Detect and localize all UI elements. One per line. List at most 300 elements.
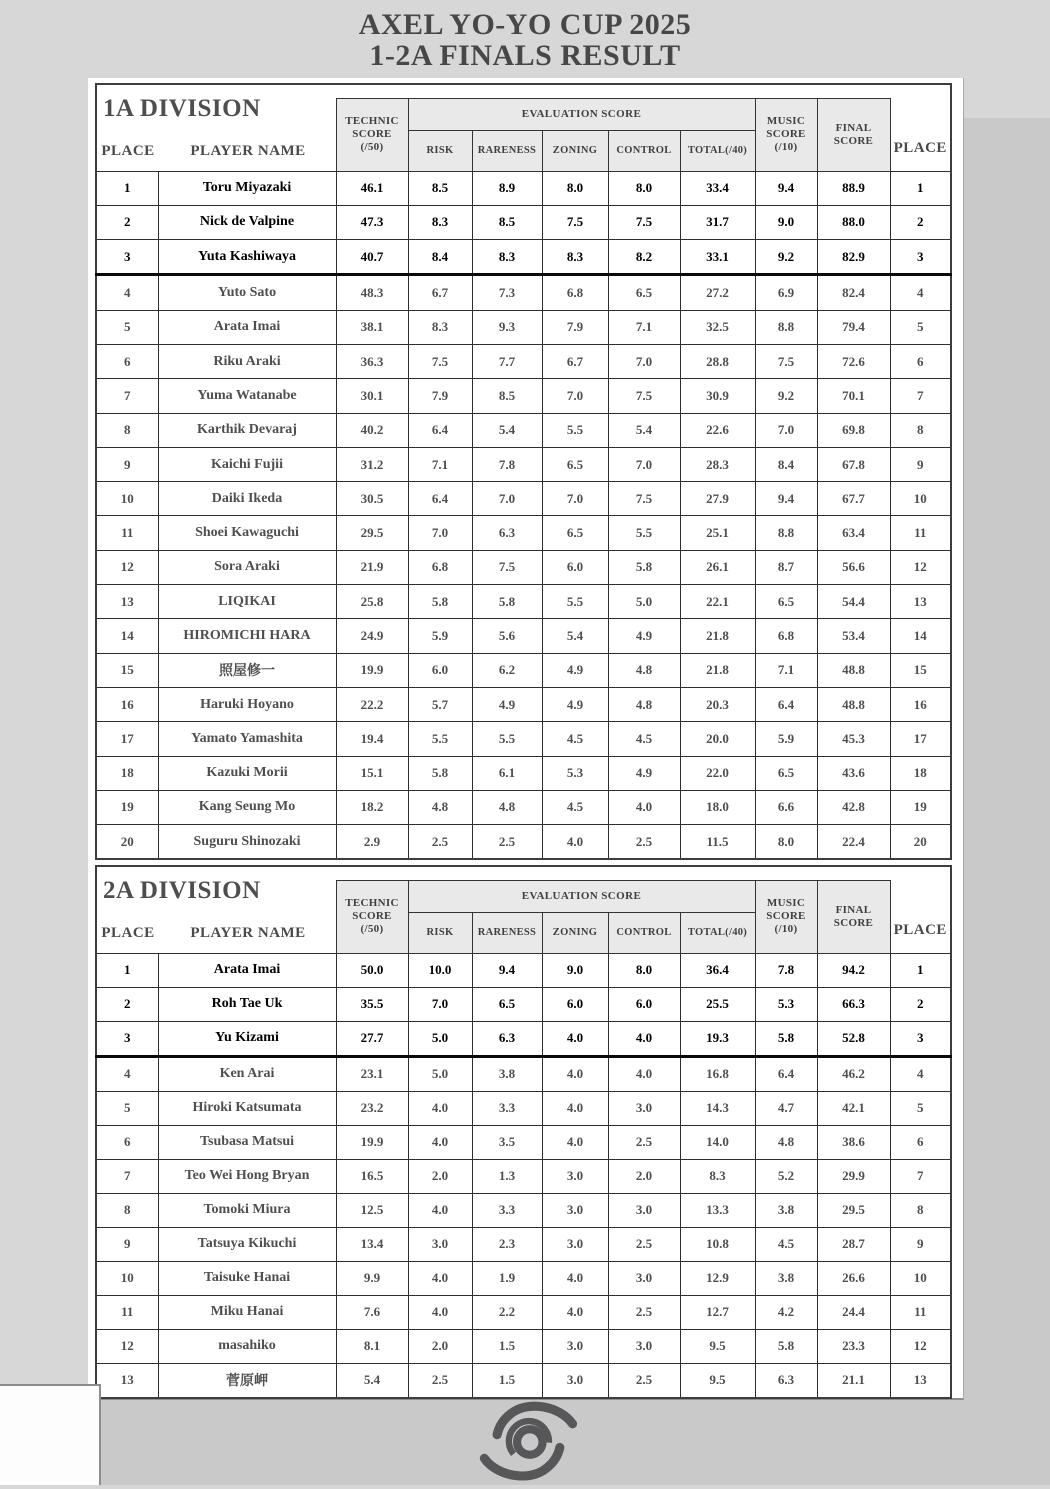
music-score-cell: 8.4 — [755, 447, 817, 481]
header-spacer — [336, 84, 951, 98]
table-row — [96, 550, 951, 584]
control-cell: 7.5 — [608, 205, 680, 239]
division-title: 1A DIVISION — [103, 95, 261, 122]
place-cell-right: 2 — [890, 205, 951, 239]
control-header: CONTROL — [608, 130, 680, 171]
place-cell: 15 — [96, 653, 158, 687]
total-header: TOTAL(/40) — [680, 130, 755, 171]
risk-cell: 10.0 — [408, 953, 472, 987]
division-rows — [96, 953, 951, 1398]
risk-header: RISK — [408, 912, 472, 953]
final-score-cell: 54.4 — [817, 585, 890, 619]
final-score-cell: 29.9 — [817, 1159, 890, 1193]
final-score-cell: 48.8 — [817, 653, 890, 687]
control-cell: 4.8 — [608, 687, 680, 721]
technic-score-cell: 2.9 — [336, 825, 408, 860]
player-name-cell: Shoei Kawaguchi — [158, 516, 336, 550]
rareness-cell: 8.5 — [472, 205, 542, 239]
place-cell: 7 — [96, 379, 158, 413]
control-cell: 4.9 — [608, 756, 680, 790]
technic-score-cell: 30.5 — [336, 482, 408, 516]
zoning-cell: 6.8 — [542, 275, 608, 310]
player-name-cell: Kazuki Morii — [158, 756, 336, 790]
place-cell-right: 17 — [890, 722, 951, 756]
table-row — [96, 413, 951, 447]
player-name-cell: Roh Tae Uk — [158, 987, 336, 1021]
player-name-cell: Miku Hanai — [158, 1295, 336, 1329]
table-row — [96, 1227, 951, 1261]
table-row — [96, 953, 951, 987]
table-row — [96, 1295, 951, 1329]
technic-score-cell: 21.9 — [336, 550, 408, 584]
technic-score-cell: 48.3 — [336, 275, 408, 310]
zoning-cell: 6.0 — [542, 987, 608, 1021]
table-row — [96, 756, 951, 790]
place-cell: 8 — [96, 413, 158, 447]
total-cell: 30.9 — [680, 379, 755, 413]
table-row — [96, 1159, 951, 1193]
total-cell: 8.3 — [680, 1159, 755, 1193]
control-cell: 2.0 — [608, 1159, 680, 1193]
table-row — [96, 687, 951, 721]
evaluation-score-header: EVALUATION SCORE — [408, 880, 755, 912]
total-cell: 16.8 — [680, 1056, 755, 1091]
music-score-cell: 7.0 — [755, 413, 817, 447]
control-cell: 4.8 — [608, 653, 680, 687]
zoning-cell: 3.0 — [542, 1329, 608, 1363]
player-name-cell: Daiki Ikeda — [158, 482, 336, 516]
risk-cell: 5.5 — [408, 722, 472, 756]
player-name-cell: Tsubasa Matsui — [158, 1125, 336, 1159]
rareness-cell: 7.5 — [472, 550, 542, 584]
control-cell: 2.5 — [608, 825, 680, 860]
place-cell-right: 9 — [890, 447, 951, 481]
player-name-cell: Karthik Devaraj — [158, 413, 336, 447]
control-cell: 6.5 — [608, 275, 680, 310]
place-cell: 20 — [96, 825, 158, 860]
music-score-cell: 7.1 — [755, 653, 817, 687]
table-row — [96, 516, 951, 550]
zoning-cell: 4.0 — [542, 1021, 608, 1056]
zoning-cell: 6.7 — [542, 344, 608, 378]
place-column-header: PLACE — [101, 142, 155, 159]
total-cell: 33.1 — [680, 240, 755, 275]
control-cell: 4.5 — [608, 722, 680, 756]
total-cell: 10.8 — [680, 1227, 755, 1261]
music-score-cell: 6.6 — [755, 790, 817, 824]
place-cell: 9 — [96, 447, 158, 481]
technic-score-cell: 8.1 — [336, 1329, 408, 1363]
total-cell: 9.5 — [680, 1329, 755, 1363]
rareness-cell: 6.3 — [472, 1021, 542, 1056]
technic-score-cell: 47.3 — [336, 205, 408, 239]
risk-cell: 2.0 — [408, 1159, 472, 1193]
final-score-cell: 63.4 — [817, 516, 890, 550]
place-cell: 4 — [96, 275, 158, 310]
table-row — [96, 275, 951, 310]
rareness-cell: 3.5 — [472, 1125, 542, 1159]
total-cell: 25.1 — [680, 516, 755, 550]
player-name-column-header: PLAYER NAME — [190, 924, 306, 941]
sheet — [88, 78, 964, 1400]
rareness-cell: 6.5 — [472, 987, 542, 1021]
music-score-cell: 6.9 — [755, 275, 817, 310]
rareness-cell: 6.1 — [472, 756, 542, 790]
control-cell: 6.0 — [608, 987, 680, 1021]
table-row — [96, 653, 951, 687]
control-cell: 4.0 — [608, 1056, 680, 1091]
total-cell: 13.3 — [680, 1193, 755, 1227]
place-cell-right: 2 — [890, 987, 951, 1021]
table-row — [96, 722, 951, 756]
risk-cell: 8.4 — [408, 240, 472, 275]
place-cell-right: 5 — [890, 310, 951, 344]
player-name-cell: 照屋修一 — [158, 653, 336, 687]
risk-cell: 7.0 — [408, 987, 472, 1021]
place-cell-right: 6 — [890, 1125, 951, 1159]
final-score-cell: 82.9 — [817, 240, 890, 275]
place-cell-right: 11 — [890, 516, 951, 550]
risk-cell: 4.8 — [408, 790, 472, 824]
place-cell: 2 — [96, 987, 158, 1021]
rareness-cell: 3.3 — [472, 1091, 542, 1125]
zoning-header: ZONING — [542, 130, 608, 171]
music-score-cell: 8.0 — [755, 825, 817, 860]
player-name-cell: Sora Araki — [158, 550, 336, 584]
place-cell-right: 1 — [890, 171, 951, 205]
zoning-cell: 3.0 — [542, 1227, 608, 1261]
music-score-cell: 3.8 — [755, 1193, 817, 1227]
rareness-header: RARENESS — [472, 130, 542, 171]
final-score-cell: 21.1 — [817, 1363, 890, 1398]
total-cell: 27.2 — [680, 275, 755, 310]
technic-score-cell: 31.2 — [336, 447, 408, 481]
place-cell-right: 11 — [890, 1295, 951, 1329]
control-cell: 2.5 — [608, 1125, 680, 1159]
place-cell: 10 — [96, 482, 158, 516]
player-name-cell: Yuma Watanabe — [158, 379, 336, 413]
technic-score-cell: 7.6 — [336, 1295, 408, 1329]
music-score-header: MUSIC SCORE (/10) — [755, 880, 817, 953]
total-cell: 19.3 — [680, 1021, 755, 1056]
total-cell: 28.8 — [680, 344, 755, 378]
rareness-cell: 7.7 — [472, 344, 542, 378]
player-name-cell: Riku Araki — [158, 344, 336, 378]
risk-cell: 4.0 — [408, 1125, 472, 1159]
total-cell: 11.5 — [680, 825, 755, 860]
control-cell: 7.1 — [608, 310, 680, 344]
total-header: TOTAL(/40) — [680, 912, 755, 953]
total-cell: 18.0 — [680, 790, 755, 824]
player-name-cell: Ken Arai — [158, 1056, 336, 1091]
player-name-cell: Tomoki Miura — [158, 1193, 336, 1227]
rareness-cell: 2.5 — [472, 825, 542, 860]
yoyo-logo-icon — [478, 1400, 578, 1484]
player-name-cell: Tatsuya Kikuchi — [158, 1227, 336, 1261]
music-score-cell: 7.8 — [755, 953, 817, 987]
division-rows — [96, 171, 951, 859]
music-score-cell: 5.8 — [755, 1329, 817, 1363]
rareness-header: RARENESS — [472, 912, 542, 953]
music-score-cell: 6.4 — [755, 687, 817, 721]
technic-score-cell: 35.5 — [336, 987, 408, 1021]
place-cell: 11 — [96, 516, 158, 550]
zoning-cell: 5.4 — [542, 619, 608, 653]
table-row — [96, 482, 951, 516]
rareness-cell: 5.5 — [472, 722, 542, 756]
page-title-line1: AXEL YO-YO CUP 2025 — [358, 8, 692, 41]
technic-score-cell: 19.4 — [336, 722, 408, 756]
control-cell: 3.0 — [608, 1329, 680, 1363]
risk-cell: 8.5 — [408, 171, 472, 205]
risk-cell: 2.5 — [408, 825, 472, 860]
risk-cell: 2.0 — [408, 1329, 472, 1363]
music-score-cell: 8.8 — [755, 310, 817, 344]
rareness-cell: 9.3 — [472, 310, 542, 344]
control-cell: 5.8 — [608, 550, 680, 584]
place-cell-right: 12 — [890, 1329, 951, 1363]
technic-score-cell: 29.5 — [336, 516, 408, 550]
zoning-cell: 3.0 — [542, 1159, 608, 1193]
rareness-cell: 1.5 — [472, 1363, 542, 1398]
place-cell-right: 8 — [890, 413, 951, 447]
total-cell: 33.4 — [680, 171, 755, 205]
division-title: 2A DIVISION — [103, 877, 261, 904]
control-cell: 4.0 — [608, 1021, 680, 1056]
control-cell: 5.4 — [608, 413, 680, 447]
table-row — [96, 585, 951, 619]
music-score-cell: 6.5 — [755, 756, 817, 790]
place-cell: 14 — [96, 619, 158, 653]
zoning-cell: 4.0 — [542, 1261, 608, 1295]
place-cell: 12 — [96, 1329, 158, 1363]
zoning-cell: 7.9 — [542, 310, 608, 344]
total-cell: 26.1 — [680, 550, 755, 584]
place-cell: 7 — [96, 1159, 158, 1193]
page-title-line2: 1-2A FINALS RESULT — [369, 39, 681, 72]
place-cell: 1 — [96, 171, 158, 205]
table-row — [96, 1021, 951, 1056]
place-cell-right: 1 — [890, 953, 951, 987]
final-score-cell: 29.5 — [817, 1193, 890, 1227]
rareness-cell: 8.9 — [472, 171, 542, 205]
final-score-cell: 43.6 — [817, 756, 890, 790]
place-cell-right: 15 — [890, 653, 951, 687]
place-cell-right: 5 — [890, 1091, 951, 1125]
place-cell-right: 13 — [890, 585, 951, 619]
final-score-cell: 23.3 — [817, 1329, 890, 1363]
place-cell-right: 10 — [890, 482, 951, 516]
player-name-cell: Yu Kizami — [158, 1021, 336, 1056]
control-cell: 7.5 — [608, 379, 680, 413]
final-score-cell: 56.6 — [817, 550, 890, 584]
final-score-cell: 66.3 — [817, 987, 890, 1021]
player-name-cell: Hiroki Katsumata — [158, 1091, 336, 1125]
rareness-cell: 1.5 — [472, 1329, 542, 1363]
table-row — [96, 1091, 951, 1125]
final-score-cell: 67.7 — [817, 482, 890, 516]
rareness-cell: 7.3 — [472, 275, 542, 310]
control-cell: 8.2 — [608, 240, 680, 275]
table-row — [96, 1261, 951, 1295]
player-name-cell: Arata Imai — [158, 310, 336, 344]
table-row — [96, 240, 951, 275]
table-row — [96, 447, 951, 481]
music-score-cell: 4.8 — [755, 1125, 817, 1159]
control-cell: 5.0 — [608, 585, 680, 619]
zoning-cell: 6.0 — [542, 550, 608, 584]
player-name-cell: Yuta Kashiwaya — [158, 240, 336, 275]
player-name-cell: LIQIKAI — [158, 585, 336, 619]
place-cell-right: 9 — [890, 1227, 951, 1261]
risk-cell: 4.0 — [408, 1261, 472, 1295]
control-cell: 3.0 — [608, 1091, 680, 1125]
technic-score-cell: 27.7 — [336, 1021, 408, 1056]
table-row — [96, 379, 951, 413]
zoning-cell: 9.0 — [542, 953, 608, 987]
final-score-cell: 42.8 — [817, 790, 890, 824]
risk-cell: 5.0 — [408, 1021, 472, 1056]
music-score-cell: 7.5 — [755, 344, 817, 378]
player-name-cell: Suguru Shinozaki — [158, 825, 336, 860]
rareness-cell: 2.3 — [472, 1227, 542, 1261]
table-row — [96, 1056, 951, 1091]
final-score-cell: 24.4 — [817, 1295, 890, 1329]
technic-score-cell: 15.1 — [336, 756, 408, 790]
table-row — [96, 790, 951, 824]
rareness-cell: 8.5 — [472, 379, 542, 413]
final-score-cell: 94.2 — [817, 953, 890, 987]
place-cell-right: 7 — [890, 1159, 951, 1193]
final-score-header: FINAL SCORE — [817, 880, 890, 953]
risk-header: RISK — [408, 130, 472, 171]
table-row — [96, 344, 951, 378]
zoning-cell: 4.0 — [542, 1125, 608, 1159]
place-cell: 2 — [96, 205, 158, 239]
risk-cell: 7.0 — [408, 516, 472, 550]
place-cell-right: 12 — [890, 550, 951, 584]
technic-score-cell: 38.1 — [336, 310, 408, 344]
total-cell: 31.7 — [680, 205, 755, 239]
place-cell: 19 — [96, 790, 158, 824]
risk-cell: 6.8 — [408, 550, 472, 584]
place-cell-right: 3 — [890, 1021, 951, 1056]
place-cell: 3 — [96, 240, 158, 275]
place-cell-right: 14 — [890, 619, 951, 653]
final-score-cell: 69.8 — [817, 413, 890, 447]
table-row — [96, 987, 951, 1021]
place-cell: 5 — [96, 1091, 158, 1125]
division-header-left — [96, 866, 336, 953]
music-score-cell: 5.9 — [755, 722, 817, 756]
player-name-cell: HIROMICHI HARA — [158, 619, 336, 653]
risk-cell: 5.7 — [408, 687, 472, 721]
player-name-column-header: PLAYER NAME — [190, 142, 306, 159]
division-table — [95, 83, 952, 860]
total-cell: 20.0 — [680, 722, 755, 756]
place-cell: 1 — [96, 953, 158, 987]
control-cell: 5.5 — [608, 516, 680, 550]
music-score-cell: 4.7 — [755, 1091, 817, 1125]
control-cell: 4.9 — [608, 619, 680, 653]
place-cell: 18 — [96, 756, 158, 790]
table-row — [96, 1329, 951, 1363]
place-column-header: PLACE — [101, 924, 155, 941]
final-score-cell: 22.4 — [817, 825, 890, 860]
control-cell: 7.5 — [608, 482, 680, 516]
total-cell: 21.8 — [680, 653, 755, 687]
player-name-cell: Haruki Hoyano — [158, 687, 336, 721]
technic-score-cell: 16.5 — [336, 1159, 408, 1193]
rareness-cell: 5.4 — [472, 413, 542, 447]
place-cell-right: 18 — [890, 756, 951, 790]
division-header-left — [96, 84, 336, 171]
final-score-cell: 42.1 — [817, 1091, 890, 1125]
music-score-cell: 6.3 — [755, 1363, 817, 1398]
rareness-cell: 9.4 — [472, 953, 542, 987]
risk-cell: 4.0 — [408, 1193, 472, 1227]
place-cell: 4 — [96, 1056, 158, 1091]
place-cell-right: 4 — [890, 275, 951, 310]
risk-cell: 4.0 — [408, 1091, 472, 1125]
technic-score-cell: 40.7 — [336, 240, 408, 275]
music-score-cell: 6.4 — [755, 1056, 817, 1091]
final-score-cell: 48.8 — [817, 687, 890, 721]
zoning-cell: 7.0 — [542, 379, 608, 413]
technic-score-cell: 40.2 — [336, 413, 408, 447]
final-score-cell: 88.0 — [817, 205, 890, 239]
rareness-cell: 3.8 — [472, 1056, 542, 1091]
control-cell: 8.0 — [608, 171, 680, 205]
table-row — [96, 1125, 951, 1159]
music-score-cell: 5.8 — [755, 1021, 817, 1056]
control-cell: 2.5 — [608, 1227, 680, 1261]
place-cell-right: 13 — [890, 1363, 951, 1398]
total-cell: 12.9 — [680, 1261, 755, 1295]
control-cell: 2.5 — [608, 1363, 680, 1398]
zoning-cell: 4.0 — [542, 825, 608, 860]
player-name-cell: Toru Miyazaki — [158, 171, 336, 205]
place-cell-right: 19 — [890, 790, 951, 824]
final-score-cell: 72.6 — [817, 344, 890, 378]
final-score-cell: 82.4 — [817, 275, 890, 310]
music-score-cell: 5.3 — [755, 987, 817, 1021]
place-cell: 17 — [96, 722, 158, 756]
risk-cell: 7.1 — [408, 447, 472, 481]
rareness-cell: 5.8 — [472, 585, 542, 619]
technic-score-cell: 19.9 — [336, 653, 408, 687]
technic-score-cell: 36.3 — [336, 344, 408, 378]
rareness-cell: 4.8 — [472, 790, 542, 824]
place-cell: 9 — [96, 1227, 158, 1261]
rareness-cell: 7.8 — [472, 447, 542, 481]
zoning-header: ZONING — [542, 912, 608, 953]
risk-cell: 7.5 — [408, 344, 472, 378]
player-name-cell: Taisuke Hanai — [158, 1261, 336, 1295]
technic-score-cell: 9.9 — [336, 1261, 408, 1295]
risk-cell: 6.0 — [408, 653, 472, 687]
risk-cell: 6.4 — [408, 413, 472, 447]
place-cell: 6 — [96, 1125, 158, 1159]
final-score-cell: 45.3 — [817, 722, 890, 756]
rareness-cell: 7.0 — [472, 482, 542, 516]
technic-score-cell: 12.5 — [336, 1193, 408, 1227]
technic-score-cell: 30.1 — [336, 379, 408, 413]
place-cell: 13 — [96, 585, 158, 619]
zoning-cell: 4.0 — [542, 1295, 608, 1329]
total-cell: 14.3 — [680, 1091, 755, 1125]
risk-cell: 5.8 — [408, 756, 472, 790]
